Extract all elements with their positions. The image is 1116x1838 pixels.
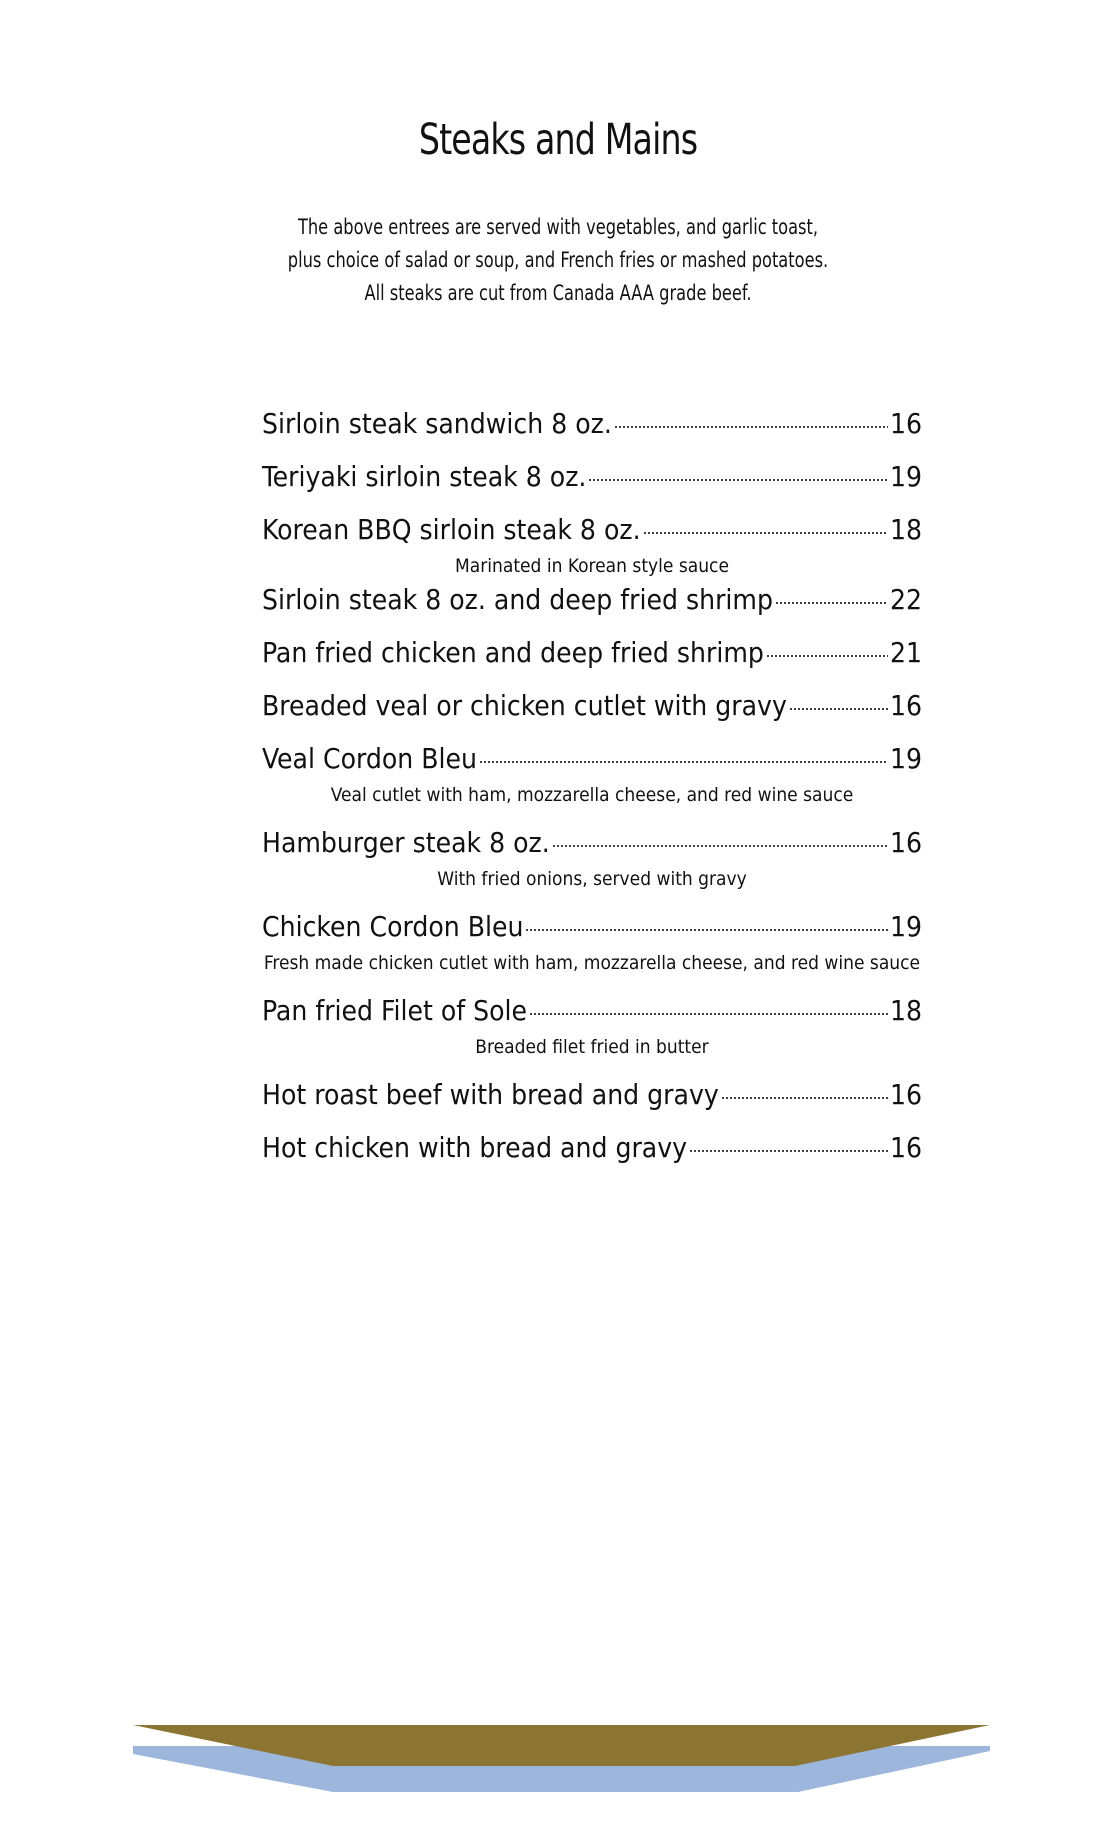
dot-leader [643, 531, 888, 535]
menu-item [262, 503, 922, 556]
intro-text [78, 211, 1038, 310]
menu-item-price: 16 [889, 689, 922, 722]
menu-item [262, 984, 922, 1037]
page-title: Steaks and Mains [418, 115, 698, 165]
intro-line: plus choice of salad or soup, and French fries or mashed potatoes. [287, 248, 829, 272]
menu-item-description: Marinated in Korean style sauce [455, 555, 729, 577]
intro-line: The above entrees are served with vegetables, and garlic toast, [297, 215, 819, 239]
menu-item-price: 16 [889, 1131, 922, 1164]
menu-item [262, 626, 922, 679]
menu-item-name: Pan fried Filet of Sole [262, 994, 528, 1027]
dot-leader [689, 1149, 888, 1153]
menu-item-name: Hot chicken with bread and gravy [262, 1131, 688, 1164]
menu-item-name: Korean BBQ sirloin steak 8 oz. [262, 513, 641, 546]
menu-item-name: Sirloin steak sandwich 8 oz. [262, 407, 612, 440]
intro-line: All steaks are cut from Canada AAA grade beef. [364, 281, 752, 305]
dot-leader [479, 760, 888, 764]
dot-leader [614, 425, 888, 429]
menu-item-price: 19 [889, 460, 922, 493]
menu-item-name: Pan fried chicken and deep fried shrimp [262, 636, 764, 669]
menu-item [262, 573, 922, 626]
menu-item-price: 19 [889, 742, 922, 775]
menu-item [262, 1121, 922, 1174]
menu-item-name: Sirloin steak 8 oz. and deep fried shrimp [262, 583, 773, 616]
menu-item-price: 18 [889, 994, 922, 1027]
menu-item-price: 21 [889, 636, 922, 669]
menu-item [262, 732, 922, 785]
menu-item-price: 19 [889, 910, 922, 943]
dot-leader [529, 1012, 888, 1016]
menu-item-name: Hot roast beef with bread and gravy [262, 1078, 719, 1111]
menu-item [262, 679, 922, 732]
menu-list [262, 397, 922, 1174]
menu-item-price: 16 [889, 1078, 922, 1111]
menu-item-name: Veal Cordon Bleu [262, 742, 477, 775]
menu-item-price: 18 [889, 513, 922, 546]
decorative-footer-band [0, 1700, 1116, 1800]
menu-item [262, 450, 922, 503]
menu-item-price: 16 [889, 407, 922, 440]
menu-item-name: Teriyaki sirloin steak 8 oz. [262, 460, 587, 493]
menu-item [262, 1068, 922, 1121]
menu-item-price: 22 [889, 583, 922, 616]
menu-item [262, 900, 922, 953]
menu-item-name: Breaded veal or chicken cutlet with gravy [262, 689, 787, 722]
dot-leader [552, 844, 888, 848]
menu-item-description: With fried onions, served with gravy [437, 868, 747, 890]
dot-leader [766, 654, 888, 658]
menu-item-name: Hamburger steak 8 oz. [262, 826, 550, 859]
menu-item-name: Chicken Cordon Bleu [262, 910, 524, 943]
dot-leader [721, 1096, 888, 1100]
dot-leader [775, 601, 888, 605]
menu-item [262, 816, 922, 869]
dot-leader [525, 928, 887, 932]
dot-leader [789, 707, 888, 711]
dot-leader [588, 478, 888, 482]
menu-item-price: 16 [889, 826, 922, 859]
menu-item-description: Breaded filet fried in butter [475, 1036, 709, 1058]
menu-item-description: Fresh made chicken cutlet with ham, mozzarella cheese, and red wine sauce [263, 952, 921, 974]
menu-item [262, 397, 922, 450]
menu-item-description: Veal cutlet with ham, mozzarella cheese, and red wine sauce [330, 784, 854, 806]
